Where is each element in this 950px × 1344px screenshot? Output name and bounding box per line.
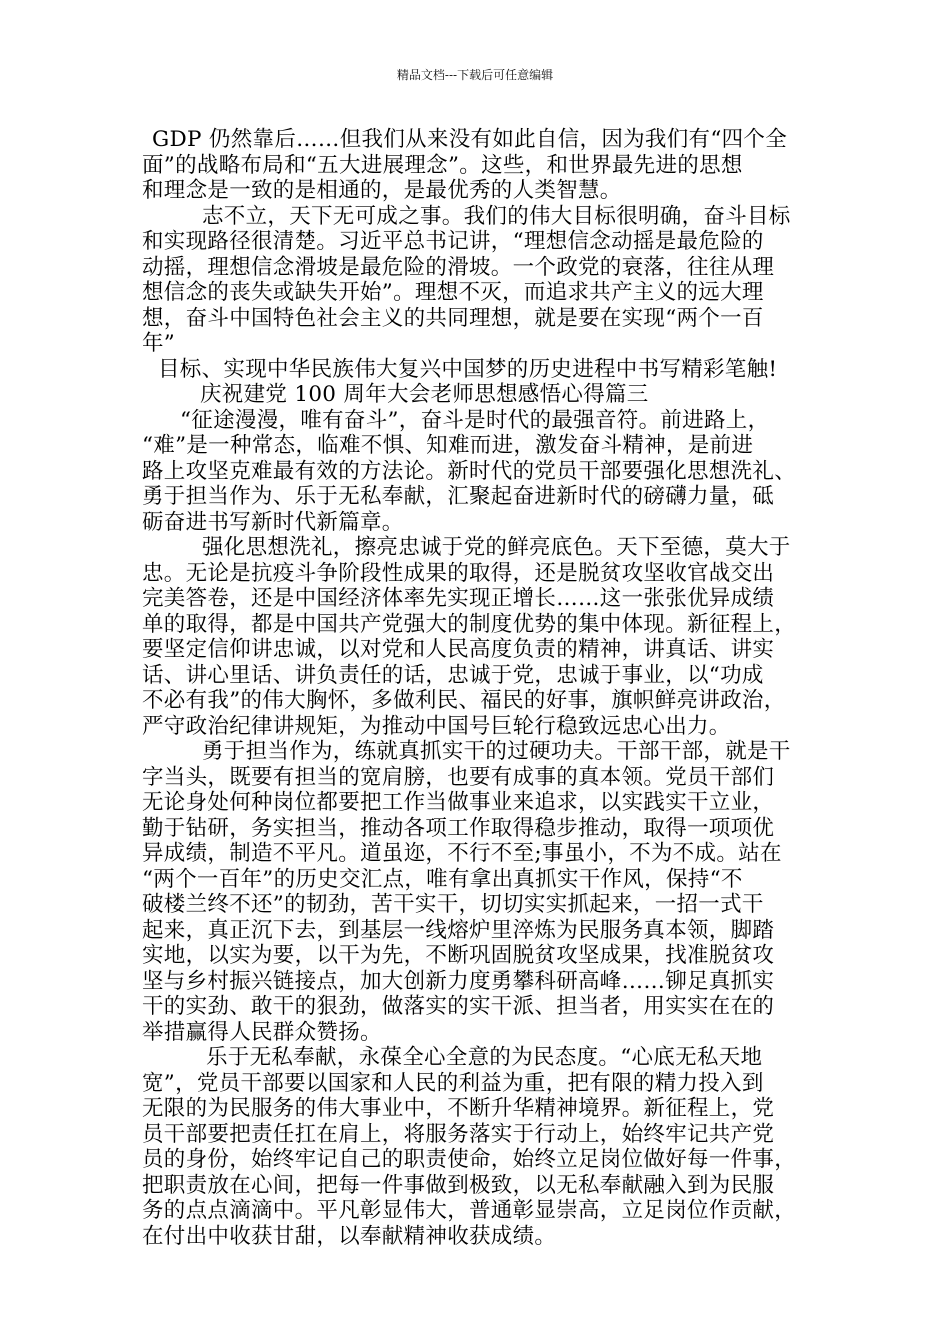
text-line: 和实现路径很清楚。习近平总书记讲，“理想信念动摇是最危险的 — [142, 229, 764, 254]
text-line: 宽”，党员干部要以国家和人民的利益为重，把有限的精力投入到 — [142, 1070, 764, 1096]
text-line: 面”的战略布局和“五大进展理念”。这些，和世界最先进的思想 — [142, 152, 743, 178]
text-line: 破楼兰终不还”的韧劲，苦干实干，切切实实抓起来，一招一式干 — [142, 892, 764, 917]
text-line: 勇于担当作为，练就真抓实干的过硬功夫。干部干部，就是干 — [202, 739, 791, 764]
text-line: 路上攻坚克难最有效的方法论。新时代的党员干部要强化思想洗礼、 — [142, 458, 797, 484]
text-line: 砺奋进书写新时代新篇章。 — [142, 509, 404, 535]
text-line: 忠。无论是抗疫斗争阶段性成果的取得，还是脱贫攻坚收官战交出 — [142, 560, 775, 586]
text-line: 坚与乡村振兴链接点，加大创新力度勇攀科研高峰……铆足真抓实 — [142, 968, 775, 994]
text-line: 动摇，理想信念滑坡是最危险的滑坡。一个政党的衰落，往往从理 — [142, 254, 775, 280]
text-line: 字当头，既要有担当的宽肩膀，也要有成事的真本领。党员干部们 — [142, 764, 775, 790]
document-body — [142, 127, 814, 1249]
text-line: 勇于担当作为、乐于无私奉献，汇聚起奋进新时代的磅礴力量，砥 — [142, 484, 775, 509]
text-line: 想，奋斗中国特色社会主义的共同理想，就是要在实现“两个一百 — [142, 305, 764, 331]
text-line: 干的实劲、敢干的狠劲，做落实的实干派、担当者，用实实在在的 — [142, 994, 775, 1019]
text-line: 单的取得，都是中国共产党强大的制度优势的集中体现。新征程上， — [142, 611, 797, 637]
text-line: 志不立，天下无可成之事。我们的伟大目标很明确，奋斗目标 — [202, 203, 791, 229]
page-header: 精品文档---下载后可任意编辑 — [396, 68, 554, 82]
text-line: “两个一百年”的历史交汇点，唯有拿出真抓实干作风，保持“不 — [142, 866, 743, 892]
text-line: 员干部要把责任扛在肩上，将服务落实于行动上，始终牢记共产党 — [142, 1121, 775, 1147]
text-line: “征途漫漫，唯有奋斗”，奋斗是时代的最强音符。前进路上， — [180, 407, 770, 433]
text-line: 举措赢得人民群众赞扬。 — [142, 1019, 382, 1045]
text-line: 年” — [142, 331, 176, 356]
text-line: 和理念是一致的是相通的，是最优秀的人类智慧。 — [142, 178, 622, 203]
text-line: 实地，以实为要，以干为先，不断巩固脱贫攻坚成果，找准脱贫攻 — [142, 943, 775, 968]
text-line: 想信念的丧失或缺失开始”。理想不灭，而追求共产主义的远大理 — [142, 280, 764, 305]
text-line: GDP 仍然靠后……但我们从来没有如此自信，因为我们有“四个全 — [152, 127, 788, 152]
text-line: 话、讲心里话、讲负责任的话，忠诚于党，忠诚于事业，以“功成 — [142, 662, 764, 688]
text-line: “难”是一种常态，临难不惧、知难而进，激发奋斗精神，是前进 — [142, 433, 754, 458]
text-line: 无限的为民服务的伟大事业中，不断升华精神境界。新征程上，党 — [142, 1096, 775, 1121]
text-line: 务的点点滴滴中。平凡彰显伟大，普通彰显崇高，立足岗位作贡献， — [142, 1198, 797, 1223]
text-line: 异成绩，制造不平凡。道虽迩，不行不至;事虽小，不为不成。站在 — [142, 841, 782, 866]
text-line: 完美答卷，还是中国经济体率先实现正增长……这一张张优异成绩 — [142, 586, 775, 611]
text-line: 乐于无私奉献，永葆全心全意的为民态度。“心底无私天地 — [206, 1045, 763, 1070]
text-line: 勤于钻研，务实担当，推动各项工作取得稳步推动，取得一项项优 — [142, 815, 775, 841]
text-line: 在付出中收获甘甜，以奉献精神收获成绩。 — [142, 1223, 557, 1249]
text-line: 员的身份，始终牢记自己的职责使命，始终立足岗位做好每一件事， — [142, 1147, 797, 1172]
text-line: 严守政治纪律讲规矩，为推动中国号巨轮行稳致远忠心出力。 — [142, 713, 731, 739]
text-line: 目标、实现中华民族伟大复兴中国梦的历史进程中书写精彩笔触! — [158, 356, 778, 382]
text-line: 无论身处何种岗位都要把工作当做事业来追求，以实践实干立业， — [142, 790, 775, 815]
text-line: 庆祝建党 100 周年大会老师思想感悟心得篇三 — [200, 382, 649, 407]
text-line: 不必有我”的伟大胸怀，多做利民、福民的好事，旗帜鲜亮讲政治， — [142, 688, 786, 713]
text-line: 起来，真正沉下去，到基层一线熔炉里淬炼为民服务真本领，脚踏 — [142, 917, 775, 943]
text-line: 强化思想洗礼，擦亮忠诚于党的鲜亮底色。天下至德，莫大于 — [202, 535, 791, 560]
text-line: 把职责放在心间，把每一件事做到极致，以无私奉献融入到为民服 — [142, 1172, 775, 1198]
text-line: 要坚定信仰讲忠诚，以对党和人民高度负责的精神，讲真话、讲实 — [142, 637, 775, 662]
